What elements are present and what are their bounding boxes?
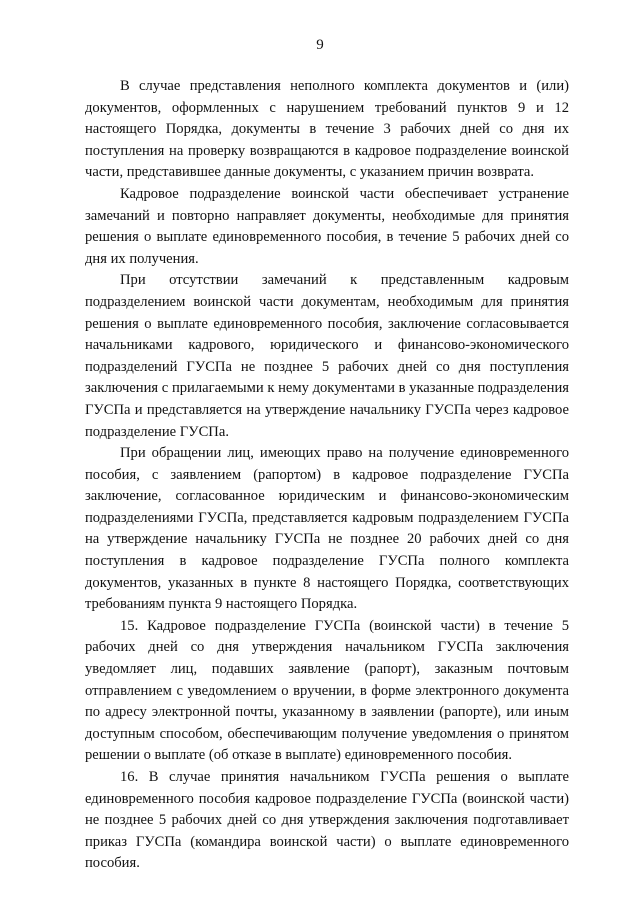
paragraph-item-15-notification: 15. Кадровое подразделение ГУСПа (воинской части) в течение 5 рабочих дней со дня утверждения начальником ГУСПа заключения уведомляет лиц, подавших заявление (рапорт), заказным почтовым отправлением с уведомлением о вручении, в форме электронного документа по адресу электронной почты, указанному в заявлении (рапорте), или иным доступным способом, обеспечивающим получение уведомления о принятом решении о выплате (об отказе в выплате) единовременного пособия.	[85, 617, 569, 764]
paragraph-approval-no-remarks: При отсутствии замечаний к представленным кадровым подразделением воинской части документам, необходимым для принятия решения о выплате единовременного пособия, заключение согласовывается начальниками кадрового, юридического и финансово-экономического подразделений ГУСПа не позднее 5 рабочих дней со дня поступления заключения с прилагаемыми к нему документами в указанные подразделения ГУСПа и представляется на утверждение начальнику ГУСПа через кадровое подразделение ГУСПа.	[85, 272, 569, 440]
paragraph-resubmission: Кадровое подразделение воинской части обеспечивает устранение замечаний и повторно направляет документы, необходимые для принятия решения о выплате единовременного пособия, в течение 5 рабочих дней со дня их получения.	[85, 185, 569, 267]
paragraph-direct-application: При обращении лиц, имеющих право на получение единовременного пособия, с заявлением (рапортом) в кадровое подразделение ГУСПа заключение, согласованное юридическим и финансово-экономическим подразделениями ГУСПа, представляется кадровым подразделением ГУСПа на утверждение начальнику ГУСПа не позднее 20 рабочих дней со дня поступления в кадровое подразделение ГУСПа полного комплекта документов, указанных в пункте 8 настоящего Порядка, соответствующих требованиям пункта 9 настоящего Порядка.	[85, 445, 569, 613]
page-number: 9	[316, 37, 324, 53]
document-body	[85, 76, 569, 875]
paragraph-return-documents: В случае представления неполного комплекта документов и (или) документов, оформленных с нарушением требований пунктов 9 и 12 настоящего Порядка, документы в течение 3 рабочих дней со дня их поступления на проверку возвращаются в кадровое подразделение воинской части, представившее данные документы, с указанием причин возврата.	[85, 78, 569, 181]
paragraph-item-16-order: 16. В случае принятия начальником ГУСПа решения о выплате единовременного пособия кадровое подразделение ГУСПа (воинской части) не позднее 5 рабочих дней со дня утверждения заключения подготавливает приказ ГУСПа (командира воинской части) о выплате единовременного пособия.	[85, 769, 569, 872]
